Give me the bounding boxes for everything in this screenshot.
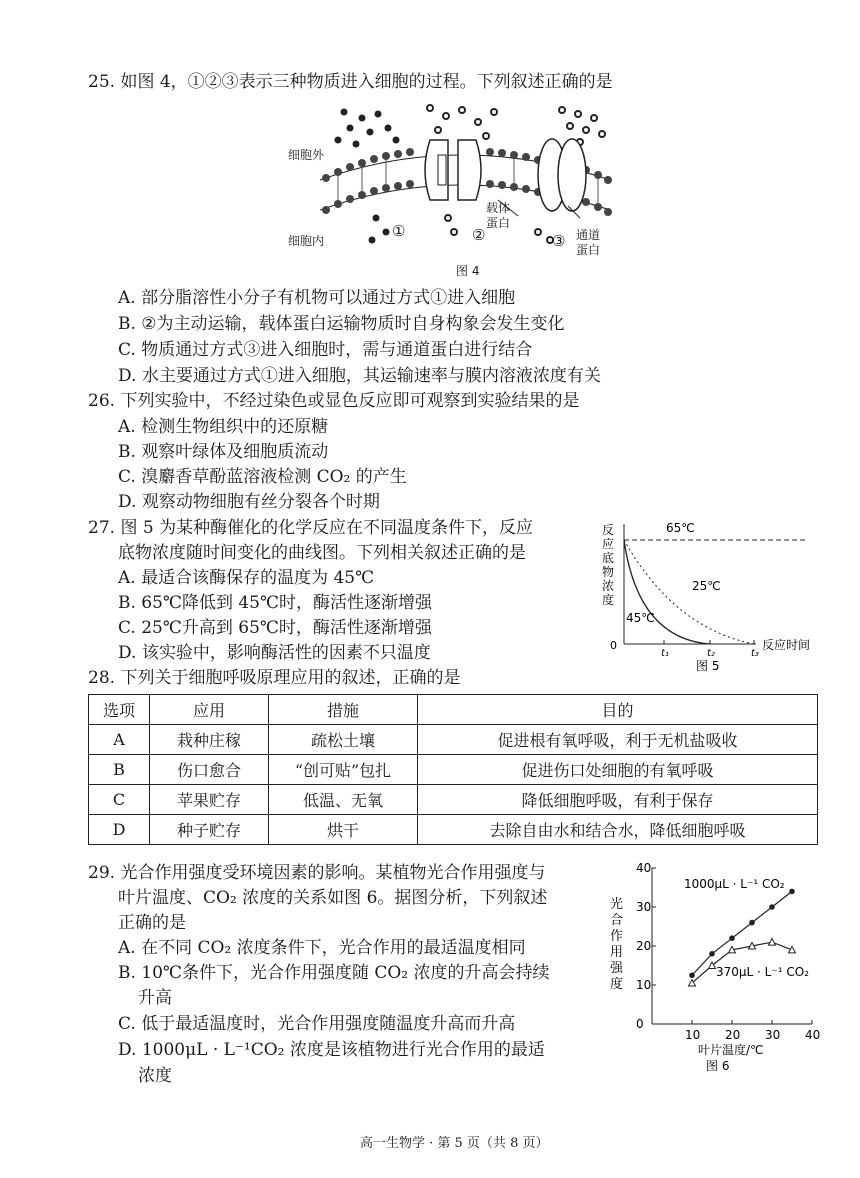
q27-option-d: D. 该实验中，影响酶活性的因素不只温度 [118, 643, 431, 663]
q26-option-a: A. 检测生物组织中的还原糖 [118, 417, 329, 437]
fig6-x-tick-label: 10 [685, 1028, 701, 1042]
table-row [89, 755, 818, 785]
fig6-ylabel-char: 合 [610, 913, 624, 928]
table-cell: 促进伤口处细胞的有氧呼吸 [418, 755, 818, 785]
fig5-series-45-label: 45℃ [626, 611, 655, 625]
q27-option-b: B. 65℃降低到 45℃时，酶活性逐渐增强 [118, 593, 433, 613]
table-cell: D [89, 815, 150, 845]
fig5-ylabel-char: 应 [602, 537, 615, 551]
q29-option-b-cont: 升高 [138, 988, 172, 1008]
fig4-channel-label-2: 蛋白 [576, 243, 601, 257]
fig4-outside-label: 细胞外 [288, 148, 325, 162]
q27-stem-line1: 27. 图 5 为某种酶催化的化学反应在不同温度条件下，反应 [88, 518, 534, 538]
q25-option-d: D. 水主要通过方式①进入细胞，其运输速率与膜内溶液浓度有关 [118, 366, 601, 386]
fig5-series-25-label: 25℃ [692, 579, 721, 593]
q26-option-d: D. 观察动物细胞有丝分裂各个时期 [118, 492, 380, 512]
q27-option-c: C. 25℃升高到 65℃时，酶活性逐渐增强 [118, 618, 432, 638]
fig5-ylabel [602, 523, 614, 607]
table-cell: 烘干 [269, 815, 418, 845]
q25-option-a: A. 部分脂溶性小分子有机物可以通过方式①进入细胞 [118, 288, 516, 308]
table-cell: 种子贮存 [150, 815, 269, 845]
figure5-chart [596, 516, 828, 674]
q28-stem: 28. 下列关于细胞呼吸原理应用的叙述，正确的是 [88, 668, 461, 688]
table-cell: 苹果贮存 [150, 785, 269, 815]
q26-option-c: C. 溴麝香草酚蓝溶液检测 CO₂ 的产生 [118, 467, 407, 487]
fig6-x-tick-label: 20 [725, 1028, 741, 1042]
fig6-series-1-point [789, 946, 796, 953]
fig6-series-0-point [789, 889, 795, 895]
fig4-channel-label-1: 通道 [576, 228, 601, 242]
figure6-chart [608, 858, 832, 1078]
fig6-series-0-point [689, 972, 695, 978]
table-header-row [89, 695, 818, 725]
q28-table [88, 694, 818, 845]
fig5-ylabel-char: 物 [602, 565, 615, 579]
fig5-xlabel: 反应时间 [762, 638, 811, 652]
fig5-x-tick-label: t₁ [661, 648, 669, 659]
table-cell: C [89, 785, 150, 815]
fig6-series-1-point [769, 939, 776, 946]
fig6-ylabel [610, 896, 624, 992]
fig5-series-25-line [624, 540, 754, 644]
fig6-y-tick-label: 10 [636, 978, 652, 992]
fig4-carrier-label-2: 蛋白 [486, 216, 511, 230]
fig5-ylabel-char: 浓 [602, 579, 615, 593]
fig5-caption: 图 5 [696, 659, 720, 673]
table-header: 选项 [89, 695, 150, 725]
fig6-series-0-point [729, 935, 735, 941]
fig6-y-tick-label: 20 [636, 939, 652, 953]
table-row [89, 785, 818, 815]
fig4-inside-label: 细胞内 [288, 234, 325, 248]
fig6-y-tick-label: 30 [636, 900, 652, 914]
table-header: 措施 [269, 695, 418, 725]
q29-stem-line2: 叶片温度、CO₂ 浓度的关系如图 6。据图分析，下列叙述 [118, 888, 548, 908]
q25-option-b: B. ②为主动运输，载体蛋白运输物质时自身构象会发生变化 [118, 314, 565, 334]
fig4-marker-2: ② [472, 226, 486, 244]
fig6-series-0-line [692, 891, 792, 975]
fig6-xlabel: 叶片温度/℃ [698, 1043, 764, 1057]
table-header: 目的 [418, 695, 818, 725]
fig6-x-tick-label: 40 [805, 1028, 821, 1042]
fig5-ylabel-char: 度 [602, 593, 615, 607]
fig6-ylabel-char: 用 [610, 945, 624, 960]
q29-stem-line1: 29. 光合作用强度受环境因素的影响。某植物光合作用强度与 [88, 863, 546, 883]
fig6-y-tick-label: 40 [636, 861, 652, 875]
table-cell: 疏松土壤 [269, 725, 418, 755]
fig6-caption: 图 6 [706, 1059, 730, 1073]
q27-stem-line2: 底物浓度随时间变化的曲线图。下列相关叙述正确的是 [118, 543, 526, 563]
q29-option-c: C. 低于最适温度时，光合作用强度随温度升高而升高 [118, 1014, 516, 1034]
fig5-series-65-label: 65℃ [666, 521, 695, 535]
q29-option-a: A. 在不同 CO₂ 浓度条件下，光合作用的最适温度相同 [118, 938, 526, 958]
table-cell: 伤口愈合 [150, 755, 269, 785]
fig5-origin-label: 0 [610, 639, 617, 652]
fig6-ylabel-char: 作 [610, 929, 624, 944]
table-cell: B [89, 755, 150, 785]
table-header: 应用 [150, 695, 269, 725]
fig5-x-tick-label: t₃ [751, 648, 759, 659]
q29-stem-line3: 正确的是 [118, 913, 186, 933]
q26-stem: 26. 下列实验中，不经过染色或显色反应即可观察到实验结果的是 [88, 391, 580, 411]
table-row [89, 815, 818, 845]
fig6-x-tick-label: 30 [765, 1028, 781, 1042]
table-cell: A [89, 725, 150, 755]
table-cell: 降低细胞呼吸，有利于保存 [418, 785, 818, 815]
fig4-carrier-label-1: 载体 [486, 201, 511, 215]
table-cell: 栽种庄稼 [150, 725, 269, 755]
fig6-y-tick-label: 0 [636, 1017, 644, 1031]
table-cell: 去除自由水和结合水，降低细胞呼吸 [418, 815, 818, 845]
fig4-caption: 图 4 [456, 264, 480, 278]
q29-option-d-cont: 浓度 [138, 1066, 172, 1086]
q25-stem: 25. 如图 4，①②③表示三种物质进入细胞的过程。下列叙述正确的是 [88, 72, 613, 92]
fig5-ylabel-char: 反 [602, 523, 615, 537]
table-cell: 低温、无氧 [269, 785, 418, 815]
fig4-marker-1: ① [392, 222, 406, 240]
fig6-ylabel-char: 光 [610, 897, 624, 912]
fig6-series-0-label: 1000μL · L⁻¹ CO₂ [684, 877, 785, 891]
fig5-x-tick-label: t₂ [707, 648, 715, 659]
fig5-ylabel-char: 底 [602, 551, 615, 565]
fig6-series-0-point [769, 904, 775, 910]
table-cell: 促进根有氧呼吸，利于无机盐吸收 [418, 725, 818, 755]
q27-option-a: A. 最适合该酶保存的温度为 45℃ [118, 568, 375, 588]
q29-option-b: B. 10℃条件下，光合作用强度随 CO₂ 浓度的升高会持续 [118, 963, 550, 983]
page-footer: 高一生物学 · 第 5 页（共 8 页） [360, 1136, 549, 1151]
fig6-series-0-point [749, 920, 755, 926]
fig6-ylabel-char: 强 [610, 961, 624, 976]
fig6-series-1-label: 370μL · L⁻¹ CO₂ [716, 965, 809, 979]
fig6-ylabel-char: 度 [610, 977, 624, 992]
q29-option-d: D. 1000μL · L⁻¹CO₂ 浓度是该植物进行光合作用的最适 [118, 1040, 545, 1060]
q26-option-b: B. 观察叶绿体及细胞质流动 [118, 442, 329, 462]
table-cell: “创可贴”包扎 [269, 755, 418, 785]
fig4-marker-3: ③ [552, 232, 566, 250]
q25-option-c: C. 物质通过方式③进入细胞时，需与通道蛋白进行结合 [118, 340, 533, 360]
fig6-series-0-point [709, 951, 715, 957]
table-row [89, 725, 818, 755]
